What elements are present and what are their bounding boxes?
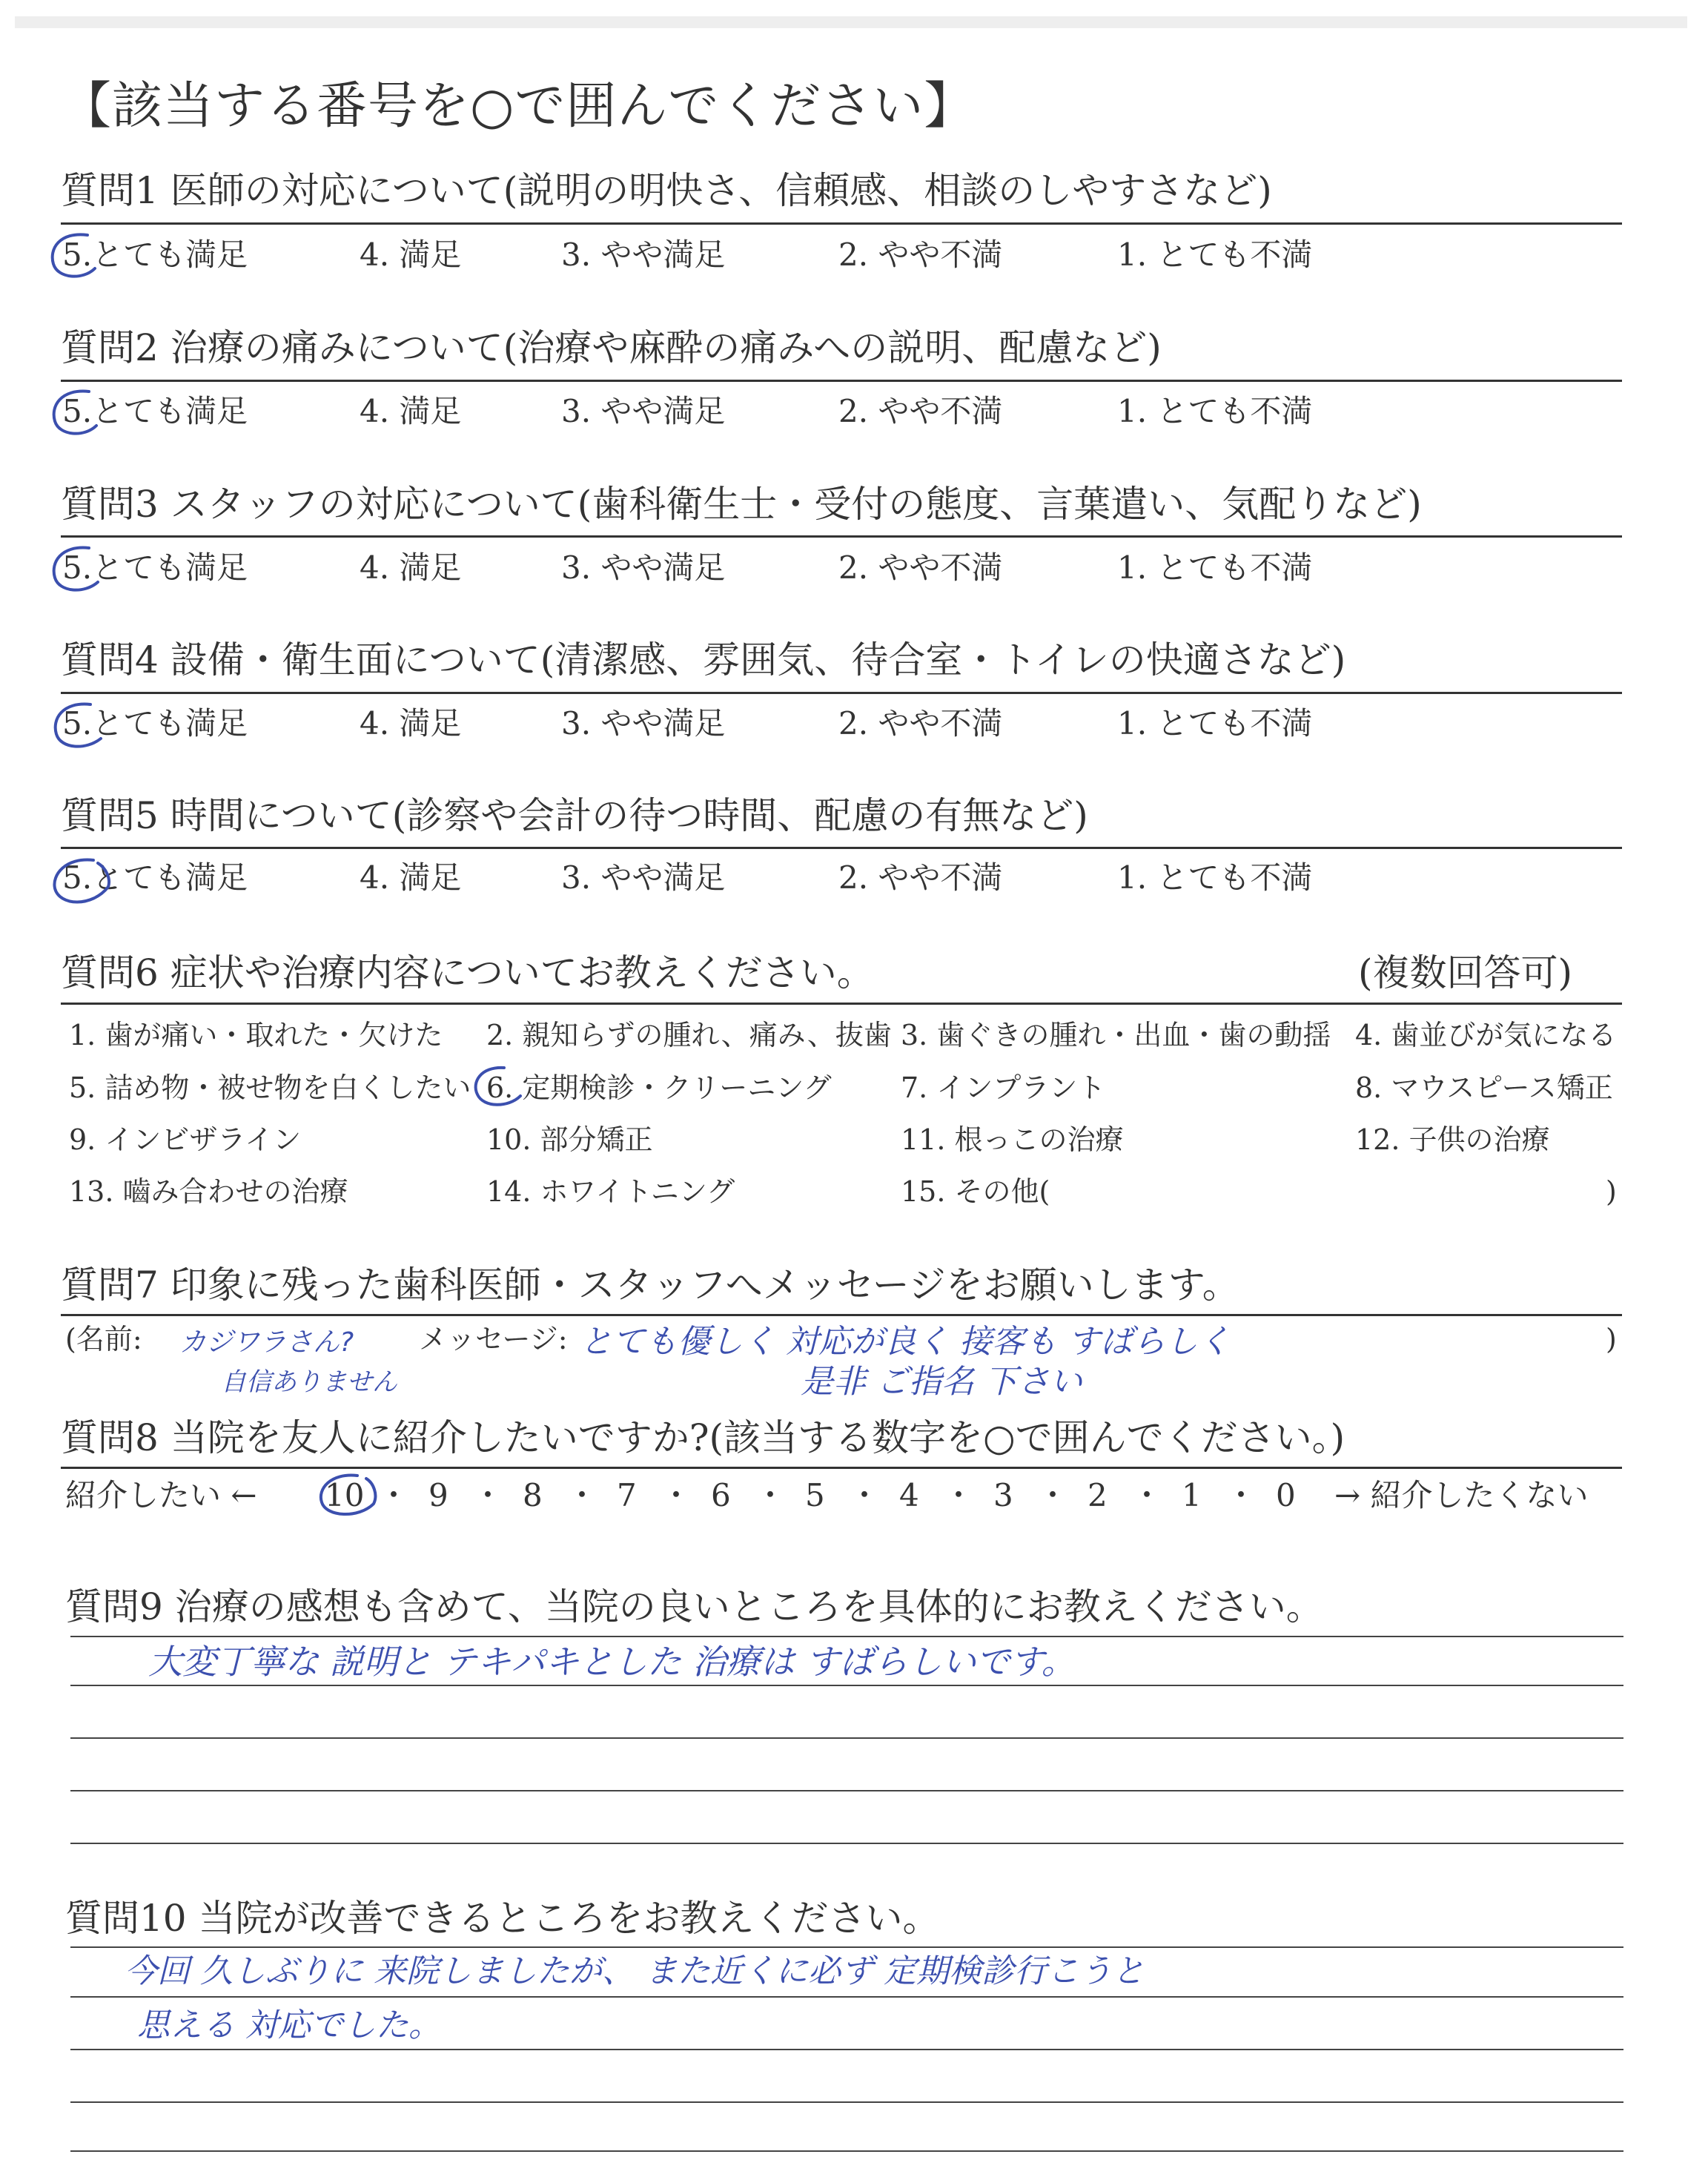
q1-answer-circle [53, 234, 95, 276]
q6-choice-4[interactable]: 4. 歯並びが気になる [1355, 1019, 1617, 1051]
q2-answer-circle [54, 392, 96, 434]
q6-choice-12[interactable]: 12. 子供の治療 [1355, 1123, 1550, 1156]
q2-option-4[interactable]: 4. 満足 [360, 393, 462, 429]
q3-option-2[interactable]: 2. やや不満 [838, 549, 1003, 586]
question-6: 質問6 症状や治療内容についてお教えください。 [61, 951, 874, 994]
question-1: 質問1 医師の対応について(説明の明快さ、信頼感、相談のしやすさなど) [61, 169, 1272, 212]
q7-handwritten-message-line-2: 是非 ご指名 下さい [801, 1363, 1082, 1401]
q8-dot: ・ [1037, 1477, 1069, 1513]
q8-scale-5[interactable]: 5 [805, 1477, 825, 1513]
q5-option-2[interactable]: 2. やや不満 [838, 859, 1003, 896]
q8-scale-1[interactable]: 1 [1182, 1477, 1202, 1513]
q6-choice-5[interactable]: 5. 詰め物・被せ物を白くしたい [69, 1071, 471, 1104]
q8-scale-7[interactable]: 7 [617, 1477, 637, 1513]
q6-choice-6[interactable]: 6. 定期検診・クリーニング [486, 1071, 832, 1104]
q1-option-3[interactable]: 3. やや満足 [561, 237, 726, 273]
q8-scale-0[interactable]: 0 [1276, 1477, 1296, 1513]
q5-option-4[interactable]: 4. 満足 [360, 859, 462, 896]
q6-choice-13[interactable]: 13. 嚙み合わせの治療 [69, 1175, 348, 1208]
q8-scale-8[interactable]: 8 [523, 1477, 543, 1513]
q7-name-label: (名前: [65, 1323, 142, 1355]
q1-option-2[interactable]: 2. やや不満 [838, 237, 1003, 273]
q8-scale-4[interactable]: 4 [899, 1477, 919, 1513]
q8-dot: ・ [378, 1477, 410, 1513]
q6-choice-10[interactable]: 10. 部分矯正 [486, 1123, 653, 1156]
q6-choice-3[interactable]: 3. 歯ぐきの腫れ・出血・歯の動揺 [901, 1019, 1331, 1051]
q8-dot: ・ [1225, 1477, 1257, 1513]
q6-choice-1[interactable]: 1. 歯が痛い・取れた・欠けた [69, 1019, 443, 1051]
q6-choice-7[interactable]: 7. インプラント [901, 1071, 1106, 1104]
q8-scale-10[interactable]: 10 [325, 1477, 365, 1513]
q8-dot: ・ [1131, 1477, 1163, 1513]
q7-message-label: メッセージ: [419, 1323, 568, 1355]
question-7: 質問7 印象に残った歯科医師・スタッフへメッセージをお願いします。 [61, 1264, 1239, 1307]
q8-answer-circle [321, 1476, 376, 1515]
q4-option-1[interactable]: 1. とても不満 [1117, 705, 1313, 742]
q4-option-3[interactable]: 3. やや満足 [561, 705, 726, 742]
question-9: 質問9 治療の感想も含めて、当院の良いところを具体的にお教えください。 [65, 1585, 1323, 1628]
q5-option-3[interactable]: 3. やや満足 [561, 859, 726, 896]
q4-option-5[interactable]: 5.とても満足 [62, 705, 248, 742]
q5-option-5[interactable]: 5.とても満足 [62, 859, 248, 896]
q4-option-2[interactable]: 2. やや不満 [838, 705, 1003, 742]
q2-option-1[interactable]: 1. とても不満 [1117, 393, 1313, 429]
question-3: 質問3 スタッフの対応について(歯科衛生士・受付の態度、言葉遣い、気配りなど) [61, 483, 1422, 526]
q6-choice-15[interactable]: 15. その他( [901, 1175, 1050, 1208]
q6-choice-9[interactable]: 9. インビザライン [69, 1123, 302, 1156]
q6-choice-14[interactable]: 14. ホワイトニング [486, 1175, 735, 1208]
q10-handwritten-line-2: 思える 対応でした。 [137, 2007, 441, 2044]
q6-other-close-paren: ) [1606, 1175, 1617, 1208]
q6-choice-11[interactable]: 11. 根っこの治療 [901, 1123, 1124, 1156]
q8-dot: ・ [661, 1477, 692, 1513]
q8-right-label: → 紹介したくない [1334, 1477, 1589, 1513]
q3-option-5[interactable]: 5.とても満足 [62, 549, 248, 586]
q4-answer-circle [56, 704, 101, 747]
q8-dot: ・ [472, 1477, 504, 1513]
question-4: 質問4 設備・衛生面について(清潔感、雰囲気、待合室・トイレの快適さなど) [61, 638, 1346, 681]
q2-option-2[interactable]: 2. やや不満 [838, 393, 1003, 429]
q7-handwritten-name: カジワラさん? [179, 1327, 354, 1358]
q3-answer-circle [54, 548, 98, 590]
q5-option-1[interactable]: 1. とても不満 [1117, 859, 1313, 896]
q6-choice-2[interactable]: 2. 親知らずの腫れ、痛み、抜歯 [486, 1019, 892, 1051]
q3-option-4[interactable]: 4. 満足 [360, 549, 462, 586]
q7-handwritten-message-line-1: とても優しく 対応が良く 接客も すばらしく [580, 1323, 1231, 1361]
question-2: 質問2 治療の痛みについて(治療や麻酔の痛みへの説明、配慮など) [61, 326, 1162, 369]
q2-option-5[interactable]: 5.とても満足 [62, 393, 248, 429]
q8-left-label: 紹介したい ← [65, 1477, 257, 1513]
q8-dot: ・ [755, 1477, 787, 1513]
question-8: 質問8 当院を友人に紹介したいですか?(該当する数字を○で囲んでください。) [61, 1416, 1345, 1459]
q7-handwritten-name-note: 自信ありません [221, 1367, 397, 1397]
q4-option-4[interactable]: 4. 満足 [360, 705, 462, 742]
q10-handwritten-line-1: 今回 久しぶりに 来院しましたが、 また近くに必ず 定期検診行こうと [125, 1952, 1145, 1990]
q1-option-5[interactable]: 5.とても満足 [62, 237, 248, 273]
q5-answer-circle [54, 860, 109, 902]
q8-scale-3[interactable]: 3 [993, 1477, 1013, 1513]
q9-handwritten-answer: 大変丁寧な 説明と テキパキとした 治療は すばらしいです。 [148, 1642, 1076, 1682]
q8-dot: ・ [943, 1477, 975, 1513]
question-10: 質問10 当院が改善できるところをお教えください。 [65, 1897, 940, 1940]
q1-option-4[interactable]: 4. 満足 [360, 237, 462, 273]
q7-close-paren: ) [1606, 1323, 1617, 1355]
q8-dot: ・ [566, 1477, 598, 1513]
q8-scale-2[interactable]: 2 [1088, 1477, 1108, 1513]
q8-scale-9[interactable]: 9 [428, 1477, 448, 1513]
q6-choice-8[interactable]: 8. マウスピース矯正 [1355, 1071, 1613, 1104]
q6-answer-circle [476, 1068, 520, 1105]
q1-option-1[interactable]: 1. とても不満 [1117, 237, 1313, 273]
question-6-note: (複数回答可) [1358, 951, 1573, 994]
question-5: 質問5 時間について(診察や会計の待つ時間、配慮の有無など) [61, 794, 1088, 837]
q3-option-1[interactable]: 1. とても不満 [1117, 549, 1313, 586]
q3-option-3[interactable]: 3. やや満足 [561, 549, 726, 586]
q8-scale-6[interactable]: 6 [711, 1477, 731, 1513]
q2-option-3[interactable]: 3. やや満足 [561, 393, 726, 429]
q8-dot: ・ [849, 1477, 881, 1513]
page-heading: 【該当する番号を○で囲んでください】 [61, 77, 976, 136]
